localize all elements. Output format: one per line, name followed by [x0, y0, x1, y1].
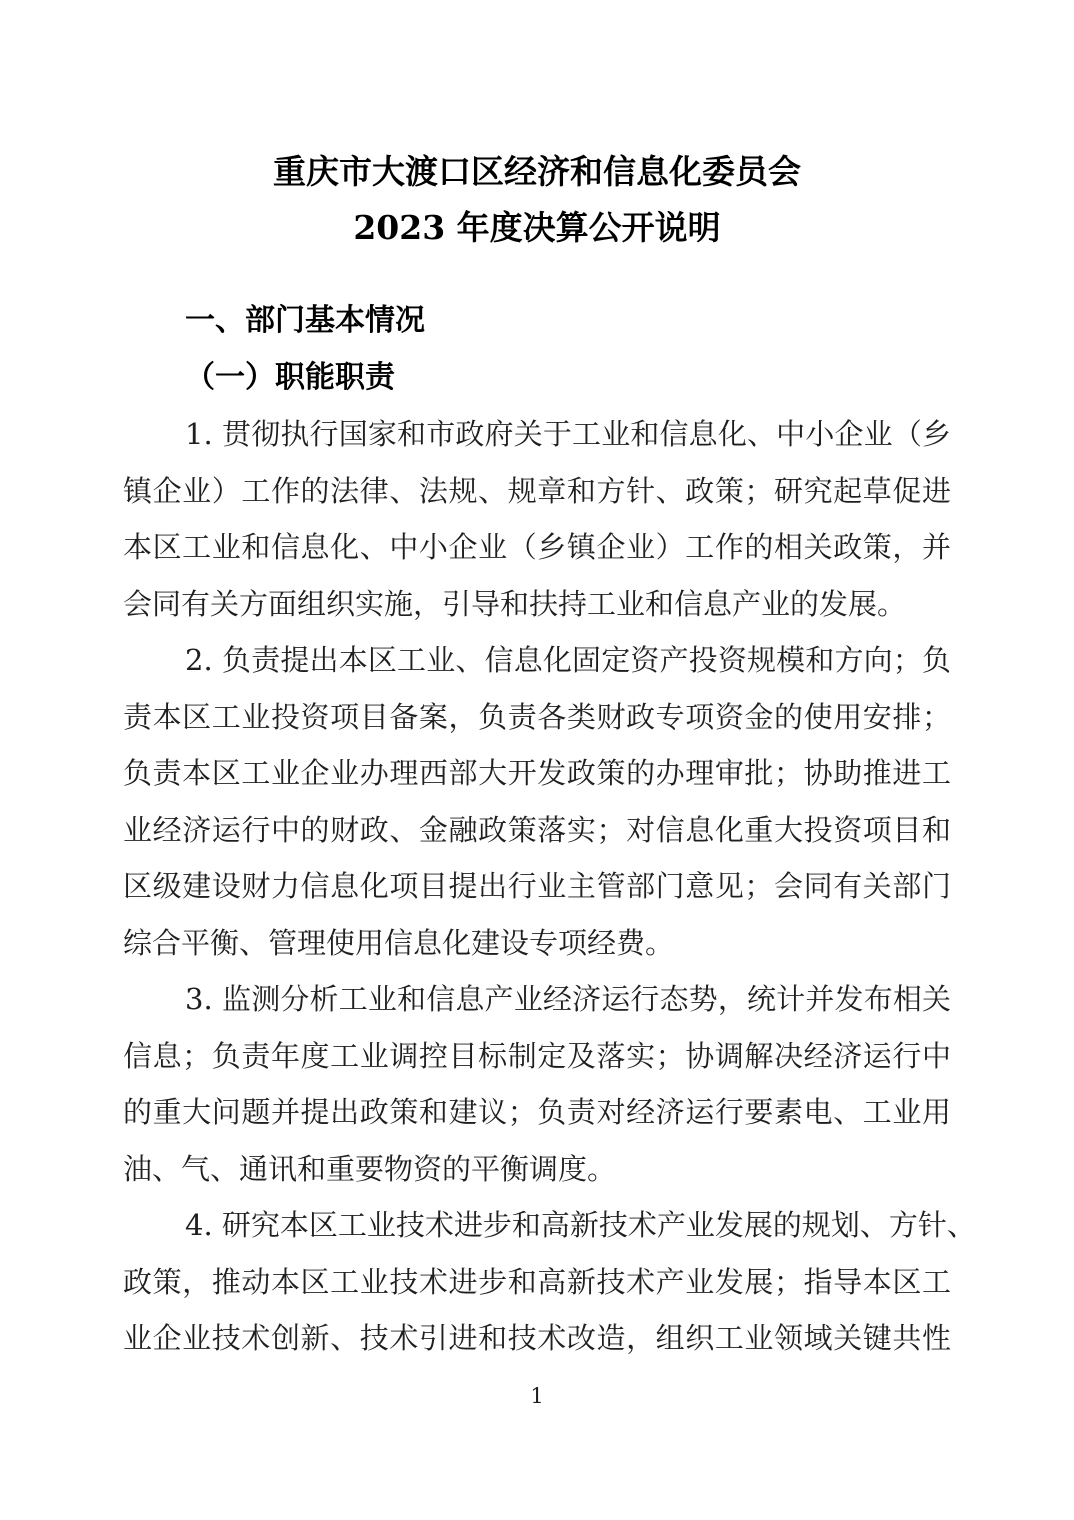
body-line: 1. 贯彻执行国家和市政府关于工业和信息化、中小企业（乡 — [185, 417, 951, 451]
document-body — [123, 293, 976, 1367]
body-line: 责本区工业投资项目备案，负责各类财政专项资金的使用安排； — [123, 699, 951, 734]
section-heading: 一、部门基本情况 — [185, 303, 425, 338]
body-line: 2. 负责提出本区工业、信息化固定资产投资规模和方向；负 — [185, 643, 951, 677]
body-line: 政策，推动本区工业技术进步和高新技术产业发展；指导本区工 — [123, 1264, 951, 1299]
document-title — [0, 0, 1074, 256]
body-line: 3. 监测分析工业和信息产业经济运行态势，统计并发布相关 — [185, 982, 951, 1016]
body-line: 区级建设财力信息化项目提出行业主管部门意见；会同有关部门 — [123, 869, 951, 903]
body-line: 信息；负责年度工业调控目标制定及落实；协调解决经济运行中 — [123, 1038, 951, 1073]
body-line: 本区工业和信息化、中小企业（乡镇企业）工作的相关政策，并 — [123, 530, 951, 564]
document-title-line1: 重庆市大渡口区经济和信息化委员会 — [273, 152, 801, 191]
paragraph-2 — [123, 632, 951, 971]
body-line: 综合平衡、管理使用信息化建设专项经费。 — [123, 925, 675, 960]
body-line: 镇企业）工作的法律、法规、规章和方针、政策；研究起草促进 — [123, 473, 951, 508]
paragraph-1 — [123, 406, 951, 632]
subsection-heading: （一）职能职责 — [185, 359, 395, 395]
paragraph-3 — [123, 971, 951, 1197]
document-title-line2: 2023 年度决算公开说明 — [353, 208, 721, 247]
body-line: 负责本区工业企业办理西部大开发政策的办理审批；协助推进工 — [123, 756, 951, 790]
body-line: 业企业技术创新、技术引进和技术改造，组织工业领域关键共性 — [123, 1321, 951, 1355]
body-line: 的重大问题并提出政策和建议；负责对经济运行要素电、工业用 — [123, 1095, 951, 1129]
paragraph-4 — [123, 1197, 976, 1367]
body-line: 油、气、通讯和重要物资的平衡调度。 — [123, 1151, 617, 1186]
body-line: 4. 研究本区工业技术进步和高新技术产业发展的规划、方针、 — [185, 1208, 976, 1242]
body-line: 会同有关方面组织实施，引导和扶持工业和信息产业的发展。 — [123, 586, 907, 621]
page-number: 1 — [530, 1384, 544, 1408]
body-line: 业经济运行中的财政、金融政策落实；对信息化重大投资项目和 — [123, 812, 951, 847]
